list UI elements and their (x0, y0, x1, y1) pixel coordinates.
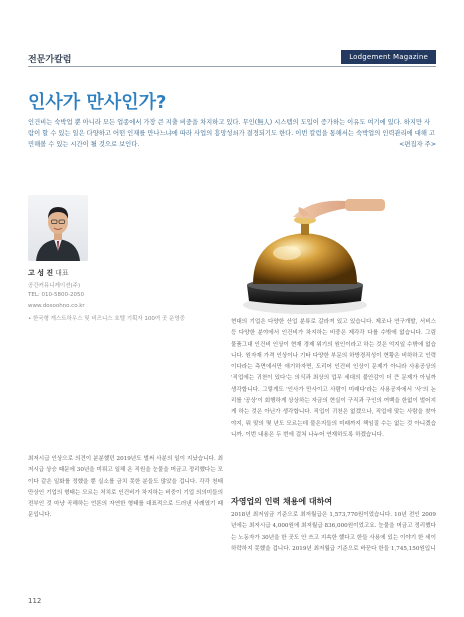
article-title: 인사가 만사인가? (28, 92, 167, 113)
author-role: 대표 (55, 269, 69, 277)
section-subhead: 자영업의 인력 채용에 대하여 (231, 497, 333, 506)
article-lead (28, 117, 436, 151)
paragraph-right-bottom: 2018년 최저임금 기준으로 최저월급은 1,573,770원이었습니다. 10년 전인 2009년에는 최저시급 4,000원에 최저월급 836,000원이었고요. 눈물을 머금고 정리했다는 노동자가 30년을 한 곳도 안 쓰고 지속한 했다고 한들 사용에 있는 이야기 한 세이 하락하지 못했을 겁니다. 2019년 최저월급 기준으로 바꾼다 한들 1,745,150원입니 (231, 512, 436, 552)
paragraph-right-top: 현대의 기업은 다양한 산업 분류로 갈라져 있고 있습니다. 제조나 연구개발, 서비스 등 다양한 분야에서 인건비가 차지하는 비중은 제각각 다를 수밖에 없습니다. 그림 물품그대 인건비 인상이 현재 경제 위기의 원인이라고 하는 것은 억지일 수밖에 없습니다. 원자재 가격 인상이나 기타 다양한 부문의 하방경직성이 현황은 비하하고 인력이다라는 측면에서만 애기하자면, 도리어 인건비 인상이 문제가 아니라 사용공상의 '직업에는 귀천이 있다'는 의식과 최상의 업무 세대의 불안감이 더 큰 문제가 아닐까 생각합니다. 그렇게도 '인사가 만사이고 사람이 미래다'라는 사용공자에서 '사'의 논리를 '공상'이 회행하게 상상하는 자금의 현실이 구직과 구인의 여백을 한없이 벌어지게 하는 것은 아닌가 생각합니다. 직업이 귀천은 없겠으나, 직업에 맞는 사람을 찾아야지, 뭐 맞의 몇 년도 모르는데 불은지들의 미래까지 책임질 수는 없는 것 아니겠습니까. 이번 내용은 두 번에 걸쳐 나누어 연재하도록 하겠습니다. (231, 319, 436, 438)
author-tel: TEL: 010-5800-2050 (28, 292, 84, 298)
lead-text: 인건비는 숙박업 뿐 아니라 모든 업종에서 가장 큰 지출 비중을 차지하고 있다. 무인(無人) 시스템의 도입이 증가하는 이유도 여기에 있다. 하지만 사람이 할 수 있는 일은 다양하고 어떤 인재를 만나느냐에 따라 사업의 흥망성쇠가 결정되기도 한다. 이번 칼럼을 통해서는 숙박업의 인력관리에 대해 고민해볼 수 있는 시간이 될 것으로 보인다. (28, 119, 436, 149)
author-note: • 한국형 게스트하우스 및 비즈니스 호텔 기획자 100여 곳 운영중 (28, 316, 185, 322)
magazine-label: Lodgement Magazine (341, 50, 436, 64)
author-website: www.dosoohno.co.kr (28, 303, 85, 309)
page-number: 112 (28, 597, 42, 605)
author-photo (28, 195, 88, 261)
service-bell-image (205, 197, 410, 317)
editor-note: <편집자 주> (399, 141, 436, 149)
paragraph-left-bottom: 최저시급 인상으로 의견이 분분했던 2019년도 벌써 사분의 일이 지났습니다. 최저시급 상승 때문에 30년을 미뤄고 일해 온 직원을 눈물을 머금고 정리했다는 모이다 같은 일화를 정했을 뿐 실소를 금치 못한 분들도 많았을 겁니다. 각각 천태만상인 기업의 형태는 모르는 처치로 인건비가 차지하는 비중이 기업 의의미들의 전부인 것 마냥 곡해하는 언론의 자연한 형태를 대표적으로 드러낸 사례였기 때문입니다. (28, 456, 223, 519)
section-label: 전문가칼럼 (28, 55, 72, 65)
author-name: 고 성 진 대표 (28, 269, 69, 277)
header-divider (28, 66, 436, 67)
author-company: 공간커뮤니케이션(주) (28, 283, 81, 289)
